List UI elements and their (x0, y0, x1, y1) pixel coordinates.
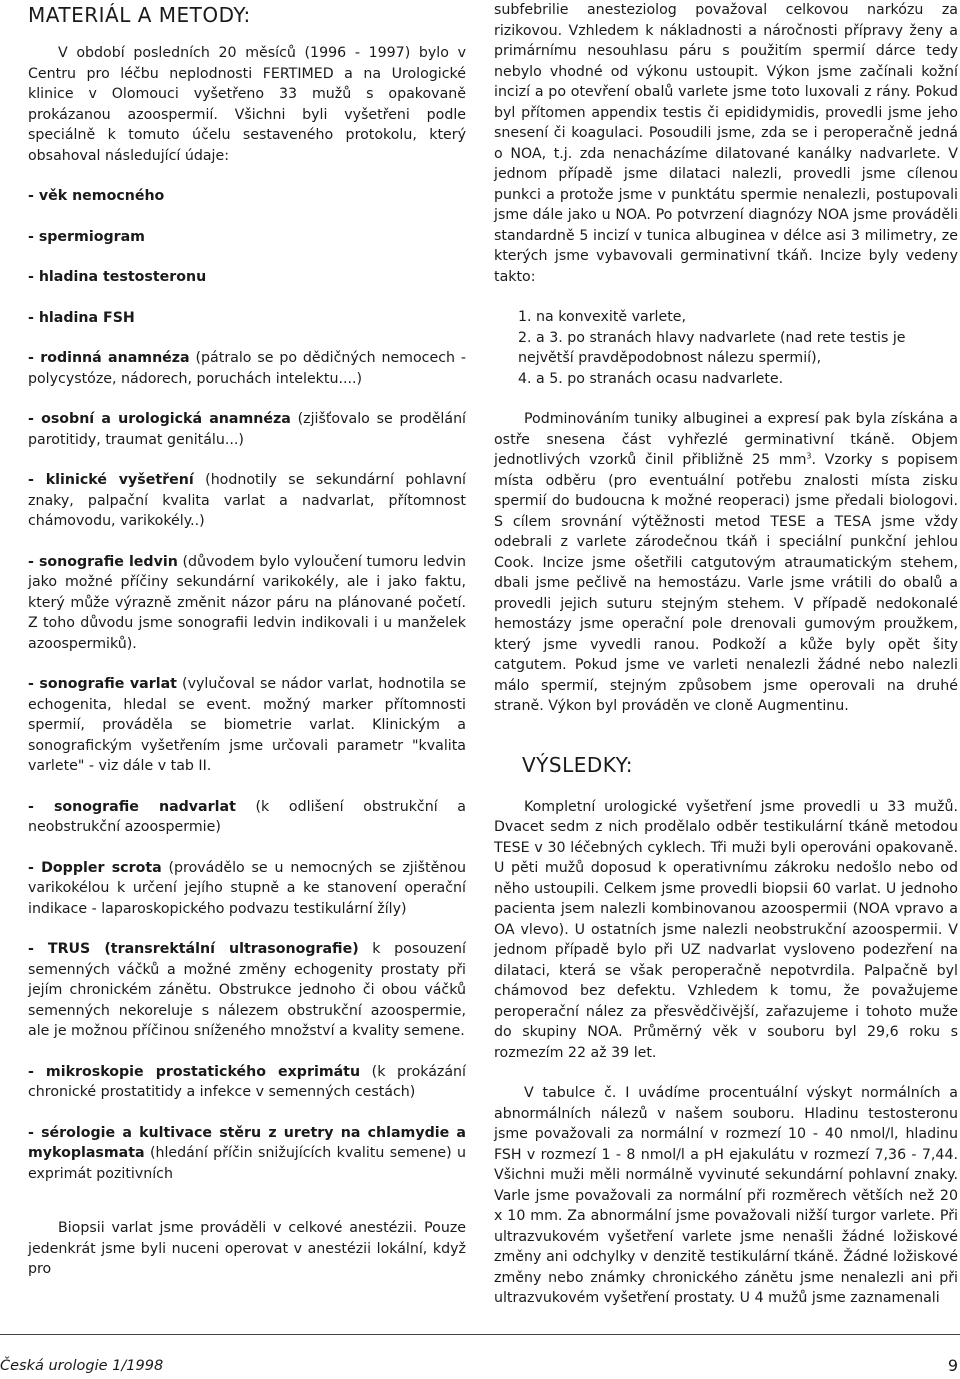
protocol-item (28, 939, 466, 1042)
protocol-item-lead: - klinické vyšetření (28, 472, 194, 488)
protocol-item (28, 227, 466, 248)
protocol-item-detail: (k prokázání chronické prostatitidy a infekce v semenných cestách) (28, 1063, 466, 1100)
protocol-item-detail: (provádělo se u nemocných se zjištěnou varikokélou k určení jejího stupně a ke stanovení operační indikace - laparoskopického podvazu testikulární žíly) (28, 859, 466, 917)
protocol-item (28, 348, 466, 389)
protocol-item-lead: - sérologie a kultivace stěru z uretry na chlamydie a mykoplasmata (28, 1124, 466, 1161)
protocol-item (28, 674, 466, 777)
protocol-item-lead: - rodinná anamnéza (28, 350, 190, 366)
paragraph-procedure (494, 409, 958, 717)
incision-item-3: 4. a 5. po stranách ocasu nadvarlete. (518, 370, 784, 387)
closing-paragraph: Biopsii varlat jsme prováděli v celkové anestézii. Pouze jedenkrát jsme byli nuceni operovat v anestézii lokální, když pro (28, 1220, 466, 1277)
protocol-item-detail: k posouzení semenných váčků a možné změny echogenity prostaty při jejím chronickém zánětu. Obstrukce jednoho či obou váčků semenných nekoreluje s nálezem obstrukční azoospermie, ale je možnou příčinou sníženého množství a kvality semene. (28, 941, 466, 1039)
protocol-item (28, 409, 466, 450)
protocol-item-lead: - spermiogram (28, 228, 145, 245)
footer-rule (0, 1334, 960, 1335)
paragraph-table-info: V tabulce č. I uvádíme procentuální výskyt normálních a abnormálních nálezů v našem souboru. Hladinu testosteronu jsme považovali za normální v rozmezí 10 - 40 nmol/l, hladinu FSH v rozmezí 1 - 8 nmol/l a pH ejakulátu v rozmezí 7,36 - 7,44. Všichni muži měli normálně vyvinuté sekundární pohlavní znaky. Varle jsme považovali za normální při rozměrech větších než 20 x 10 mm. Za abnormální jsme považovali nižší turgor varlete. Při ultrazvukovém vyšetření varlete jsme nenašli žádné ložiskové změny ani odchylky v denzitě testikulární tkáně. Žádné ložiskové změny nebo známky chronického zánětu jsme nenalezli ani při ultrazvukovém vyšetření prostaty. U 4 mužů jsme zaznamenali (494, 1085, 958, 1306)
protocol-item (28, 1123, 466, 1185)
protocol-item-detail: (k odlišení obstrukční a neobstrukční azoospermie) (28, 798, 466, 835)
protocol-item-lead: - hladina FSH (28, 309, 135, 326)
protocol-item (28, 1062, 466, 1103)
protocol-item-detail: (zjišťovalo se prodělání parotitidy, traumat genitálu...) (28, 411, 466, 448)
incision-item-1: 1. na konvexitě varlete, (518, 309, 687, 325)
protocol-item-lead: - osobní a urologická anamnéza (28, 411, 291, 427)
protocol-item-lead: - hladina testosteronu (28, 269, 207, 285)
procedure-text-a: Podminováním tuniky albuginei a expresí pak byla získána a ostře snesena část vyhřezlé germinativní tkáně. Objem jednotlivých vzorků činil přibližně 25 mm (494, 411, 958, 468)
procedure-text-b: . Vzorky s popisem místa odběru (pro eventuální potřebu znalosti místa zisku spermií do budoucna k možné reoperaci) jsme předali biologovi. S cílem srovnání výtěžnosti metod TESE a TESA jsme vždy odebrali z varlete zárodečnou tkáň i speciální punkční jehlou Cook. Incize jsme ošetřili catgutovým atraumatickým stehem, dbali jsme pečlivě na hemostázu. Varle jsme vrátili do obalů a provedli jejich suturu stejným stehem. V případě nedokonalé hemostázy jsme operační pole drenovali gumovým proužkem, který jsme vyvedli ranou. Podkoží a kůže byly opět šity catgutem. Pokud jsme ve varleti nenalezli žádné nebo nalezli málo spermií, stejným způsobem jsme operovali na druhé straně. Výkon byl prováděn ve cloně Augmentinu. (494, 452, 958, 714)
protocol-item (28, 797, 466, 838)
protocol-item-detail: (vylučoval se nádor varlat, hodnotila se echogenita, hledal se event. možný marker přítomnosti spermií, prováděla se biometrie varlat. Klinickým a sonografickým vyšetřením jsme určovali parametr "kvalita varlete" - viz dále v tab II. (28, 676, 466, 774)
protocol-list (28, 186, 466, 1184)
protocol-item-lead: - věk nemocného (28, 188, 165, 204)
protocol-item-lead: - TRUS (transrektální ultrasonografie) (28, 941, 359, 957)
protocol-item-detail: (důvodem bylo vyloučení tumoru ledvin jako možné příčiny sekundární varikokély, ale i jako faktu, který může výrazně změnit názor páru na plánované početí. Z toho důvodu jsme sonografii ledvin indikovali i u manželek azoospermiků). (28, 553, 466, 652)
journal-name: Česká urologie 1/1998 (0, 1358, 164, 1374)
protocol-item-detail: (hodnotily se sekundární pohlavní znaky, palpační kvalita varlat a nadvarlat, přítomnost chámovodu, varikokély..) (28, 472, 466, 529)
protocol-item (28, 267, 466, 288)
page-number: 9 (947, 1356, 958, 1375)
protocol-item (28, 552, 466, 655)
section-heading-methods: MATERIÁL A METODY: (28, 3, 251, 27)
protocol-item-detail: (pátralo se po dědičných nemocech - polycystóze, nádorech, poruchách intelektu....) (28, 350, 467, 387)
protocol-item-lead: - sonografie ledvin (28, 553, 178, 570)
protocol-item-lead: - mikroskopie prostatického exprimátu (28, 1063, 361, 1080)
protocol-item-detail: (hledání příčin snižujících kvalitu semene) u exprimát pozitivních (28, 1145, 466, 1182)
protocol-item (28, 186, 466, 207)
protocol-item (28, 470, 466, 532)
protocol-item (28, 308, 466, 329)
protocol-item-lead: - Doppler scrota (28, 859, 162, 876)
intro-paragraph: V období posledních 20 měsíců (1996 - 1997) bylo v Centru pro léčbu neplodnosti FERTIMED a na Urologické klinice v Olomouci vyšetřeno 33 mužů s opakovaně prokázanou azoospermií. Všichni byli vyšetřeni podle speciálně k tomuto účelu sestaveného protokolu, který obsahoval následující údaje: (28, 45, 466, 164)
section-heading-results: VÝSLEDKY: (522, 752, 633, 777)
protocol-item-lead: - sonografie nadvarlat (28, 798, 236, 815)
protocol-item-lead: - sonografie varlat (28, 676, 177, 692)
paragraph-continuation: subfebrilie anesteziolog považoval celkovou narkózu za rizikovou. Vzhledem k nákladnosti a náročnosti přípravy ženy a primárnímu nesouhlasu páru s použitím spermií dárce tedy nebylo vhodné od výkonu ustoupit. Výkon jsme začínali kožní incizí a po otevření obalů varlete jsme toto luxovali z rány. Pokud byl přítomen appendix testis či epididymidis, provedli jsme jeho snesení či koagulaci. Posoudili jsme, zda se i peroperačně jedná o NOA, t.j. zda nenacházíme dilatované kanálky nadvarlete. V jednom případě jsme dilataci nalezli, provedli jsme cílenou punkci a protože jsme v punktátu spermie nenalezli, postupovali jsme dále jako u NOA. Po potvrzení diagnózy NOA jsme prováděli standardně 5 incizí v tunica albuginea v délce asi 3 milimetry, ze kterých jsme vybavovali germinativní tkáň. Incize byly vedeny takto: (494, 2, 958, 285)
protocol-item (28, 858, 466, 920)
left-column (28, 0, 466, 1280)
incision-item-2: 2. a 3. po stranách hlavy nadvarlete (nad rete testis je největší pravděpodobnost nálezu spermií), (518, 329, 906, 366)
right-column (494, 0, 958, 1309)
superscript-3: 3 (806, 451, 812, 461)
paragraph-results: Kompletní urologické vyšetření jsme provedli u 33 mužů. Dvacet sedm z nich prodělalo odběr testikulární tkáně metodou TESE v 30 léčebných cyklech. Tři muži byli operováni opakovaně. U pěti mužů doposud k operativnímu zákroku nedošlo nebo od něho ustoupili. Celkem jsme provedli biopsii 60 varlat. U jednoho pacienta jsem nalezli kombinovanou azoospermii (NOA vpravo a OA vlevo). U ostatních jsme nalezli neobstrukční azoospermii. V jednom případě bylo při UZ nadvarlat vysloveno podezření na dilataci, která se však peroperačně nepotvrdila. Palpačně byl chámovod bez defektu. Vzhledem k tomu, že považujeme peroperační nález za přesvědčivější, zařazujeme i tohoto muže do skupiny NOA. Průměrný věk v souboru byl 29,6 roku s rozmezím 22 až 39 let. (494, 798, 958, 1061)
incision-list (494, 307, 958, 389)
